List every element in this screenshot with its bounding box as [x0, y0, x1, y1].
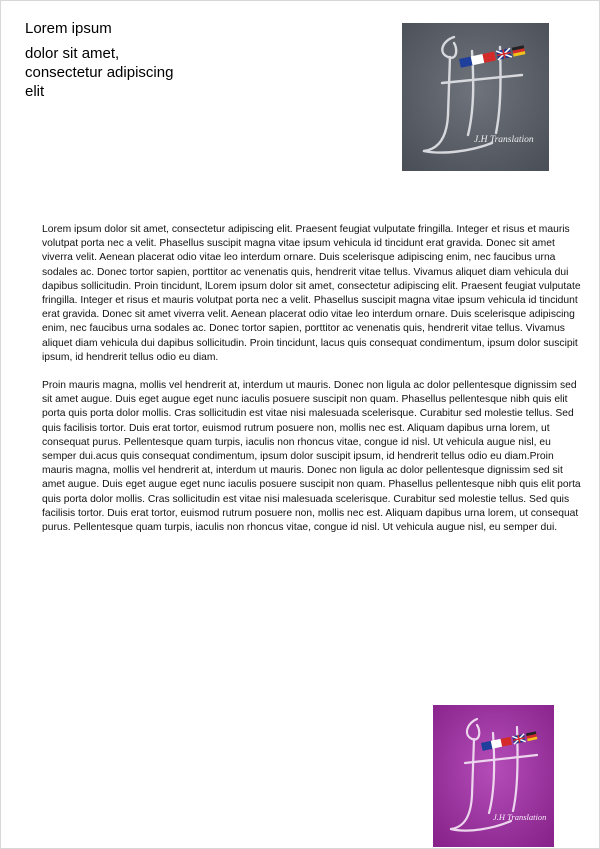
document-body	[42, 223, 582, 549]
document-title: Lorem ipsum	[25, 20, 112, 37]
brand-text-bottom: J.H Translation	[493, 812, 547, 822]
body-paragraph: Proin mauris magna, mollis vel hendrerit at, interdum ut mauris. Donec non ligula ac dolor pellentesque dignissim sed sit amet augue. Duis eget augue eget nunc iaculis posuere suscipit non quam. Phasellus pellentesque nibh quis elit porta quis porta dolor mollis. Cras sollicitudin est vitae nisi malesuada scelerisque. Curabitur sed molestie tellus. Sed quis facilisis tortor. Duis erat tortor, euismod rutrum posuere non, mollis nec est. Aliquam dapibus urna lorem, ut consequat purus. Pellentesque quam turpis, iaculis non rhoncus vitae, congue id nisl. Ut vehicula augue nisl, eu semper dui.acus quis consequat condimentum, ipsum dolor suscipit ipsum, id hendrerit tellus odio eu diam.Proin mauris magna, mollis vel hendrerit at, interdum ut mauris. Donec non ligula ac dolor pellentesque dignissim sed sit amet augue. Duis eget augue eget nunc iaculis posuere suscipit non quam. Phasellus pellentesque nibh quis elit porta quis porta dolor mollis. Cras sollicitudin est vitae nisi malesuada scelerisque. Curabitur sed molestie tellus. Sed quis facilisis tortor. Duis erat tortor, euismod rutrum posuere non, mollis nec est. Aliquam dapibus urna lorem, ut consequat purus. Pellentesque quam turpis, iaculis non rhoncus vitae, congue id nisl. Ut vehicula augue nisl, eu semper dui.	[42, 380, 581, 534]
brand-text-top: J.H Translation	[474, 135, 534, 145]
body-paragraph: Lorem ipsum dolor sit amet, consectetur adipiscing elit. Praesent feugiat vulputate fringilla. Integer et risus et mauris volutpat porta nec a velit. Phasellus suscipit magna vitae ipsum vehicula id tincidunt erat gravida. Donec sit amet viverra velit. Aenean placerat odio vitae leo interdum ornare. Duis scelerisque adipiscing enim, nec faucibus urna sodales ac. Donec tortor sapien, porttitor ac venenatis quis, hendrerit vitae tellus. Vivamus aliquet diam vehicula dui dapibus sollicitudin. Proin tincidunt, lLorem ipsum dolor sit amet, consectetur adipiscing elit. Praesent feugiat vulputate fringilla. Integer et risus et mauris volutpat porta nec a velit. Phasellus suscipit magna vitae ipsum vehicula id tincidunt erat gravida. Donec sit amet viverra velit. Aenean placerat odio vitae leo interdum ornare. Duis scelerisque adipiscing enim, nec faucibus urna sodales ac. Donec tortor sapien, porttitor ac venenatis quis, hendrerit vitae tellus. Vivamus aliquet diam vehicula dui dapibus sollicitudin. Proin tincidunt, lacus quis consequat condimentum, ipsum dolor suscipit ipsum, id hendrerit tellus odio eu diam.	[42, 224, 581, 363]
logo-graphic	[433, 705, 554, 847]
brand-logo-top	[402, 23, 549, 171]
brand-logo-bottom	[433, 705, 554, 847]
logo-graphic	[402, 23, 549, 171]
document-subtitle: dolor sit amet, consectetur adipiscing elit	[25, 45, 174, 100]
